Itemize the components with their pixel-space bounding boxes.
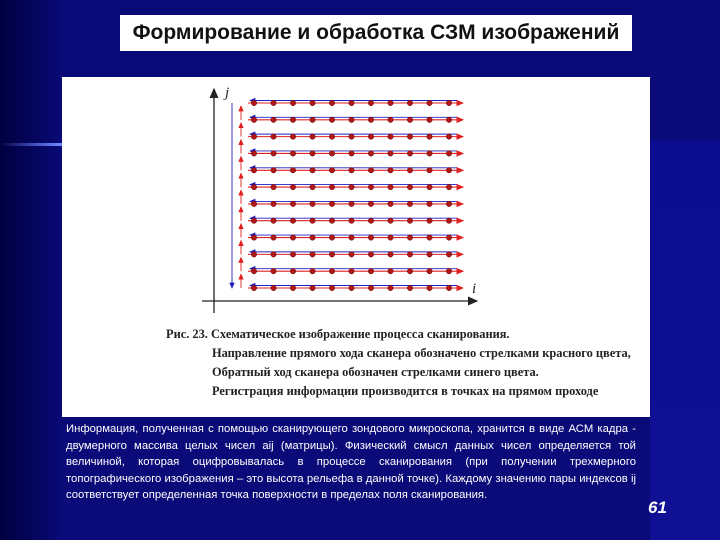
scan-point [407,252,412,257]
scan-point [310,151,315,156]
scan-point [310,285,315,290]
scan-point [368,235,373,240]
scan-point [368,252,373,257]
scan-point [329,218,334,223]
scan-point [446,285,451,290]
scan-point [368,285,373,290]
scan-point [427,252,432,257]
scan-point [349,134,354,139]
scan-point [388,151,393,156]
page-number: 61 [648,498,667,517]
scan-point [310,134,315,139]
scan-point [407,235,412,240]
scan-point [446,184,451,189]
scan-point [271,151,276,156]
scan-point [251,100,256,105]
scan-point [290,285,295,290]
scan-point [310,117,315,122]
scan-point [310,201,315,206]
x-axis-label: i [472,281,477,297]
scan-point [271,218,276,223]
body-paragraph: Информация, полученная с помощью сканирующего зондового микроскопа, хранится в виде АСМ кадра - двумерного массива целых чисел aij (матрицы). Физический смысл данных чисел определяется той величиной, которая оцифровывалась в процессе сканирования (при получении трехмерного топографического изображения – это высота рельефа в данной точке). Каждому значению пары индексов ij соответствует определенная точка поверхности в пределах поля сканирования. [66,423,636,501]
scan-point [271,184,276,189]
y-axis-label: j [225,85,230,101]
scan-point [427,134,432,139]
scan-point [251,285,256,290]
caption-line-3: Обратный ход сканера обозначен стрелками синего цвета. [212,365,539,379]
text-block [62,417,650,527]
scan-point [290,184,295,189]
scan-point [368,168,373,173]
scan-point [388,235,393,240]
figure-panel [62,77,650,417]
scan-point [388,117,393,122]
scan-point [290,252,295,257]
scan-point [310,184,315,189]
scan-point [368,151,373,156]
left-shade [0,0,62,540]
scan-point [388,285,393,290]
scan-point [349,100,354,105]
scan-point [427,117,432,122]
scan-point [251,134,256,139]
scan-point [388,252,393,257]
scan-point [349,201,354,206]
scan-point [427,235,432,240]
scan-point [329,285,334,290]
scan-point [388,218,393,223]
scan-point [290,201,295,206]
scan-point [251,218,256,223]
scan-point [329,201,334,206]
scan-point [251,184,256,189]
scan-point [407,168,412,173]
scan-point [427,184,432,189]
scan-point [349,168,354,173]
scan-point [349,117,354,122]
scan-point [349,218,354,223]
scan-point [349,268,354,273]
title-box [120,15,632,51]
scan-point [251,252,256,257]
scan-point [407,151,412,156]
scan-point [368,117,373,122]
scan-point [329,268,334,273]
scan-point [446,252,451,257]
scan-point [368,184,373,189]
caption-line-4: Регистрация информации производится в точках на прямом проходе [212,384,599,398]
scan-point [329,252,334,257]
scan-point [407,100,412,105]
scan-point [427,151,432,156]
scan-point [388,168,393,173]
scan-point [329,117,334,122]
scan-point [446,218,451,223]
scan-point [329,100,334,105]
scan-point [388,184,393,189]
figure-caption [166,325,646,401]
scan-point [368,218,373,223]
scan-point [271,134,276,139]
scan-point [368,100,373,105]
scan-point [349,252,354,257]
scan-point [368,134,373,139]
scan-point [407,285,412,290]
scan-point [446,168,451,173]
scan-point [290,117,295,122]
scan-point [290,134,295,139]
scan-point [251,168,256,173]
scan-point [329,184,334,189]
slide-title: Формирование и обработка СЗМ изображений [132,21,620,44]
scan-point [329,151,334,156]
scan-point [427,268,432,273]
scan-point [271,285,276,290]
scan-point [446,201,451,206]
scan-point [446,100,451,105]
scan-point [446,235,451,240]
scan-point [290,151,295,156]
scan-point [446,268,451,273]
scan-point [251,117,256,122]
scan-point [290,100,295,105]
scan-point [349,184,354,189]
right-shade [650,140,720,540]
caption-line-1: Рис. 23. Схематическое изображение процесса сканирования. [166,327,510,341]
scan-point [427,218,432,223]
scan-point [407,134,412,139]
scan-point [407,268,412,273]
scan-point [349,285,354,290]
scan-point [271,201,276,206]
scan-point [290,268,295,273]
scan-point [251,268,256,273]
scan-point [271,235,276,240]
scan-point [407,117,412,122]
scan-point [388,201,393,206]
scan-point [310,268,315,273]
scan-point [427,168,432,173]
scan-point [329,168,334,173]
scan-point [271,100,276,105]
caption-line-2: Направление прямого хода сканера обозначено стрелками красного цвета, [212,346,631,360]
scan-point [310,168,315,173]
scan-point [427,201,432,206]
scan-point [310,100,315,105]
scan-point [407,201,412,206]
scan-point [310,218,315,223]
scan-point [310,252,315,257]
scan-point [251,235,256,240]
scan-point [329,235,334,240]
scan-point [368,201,373,206]
scan-point [251,201,256,206]
scan-point [388,100,393,105]
scan-point [388,134,393,139]
scan-point [251,151,256,156]
scan-point [446,134,451,139]
scan-point [446,151,451,156]
scan-point [427,285,432,290]
scan-point [427,100,432,105]
scan-point [329,134,334,139]
scan-point [271,252,276,257]
scan-point [271,117,276,122]
scan-point [349,151,354,156]
scan-point [310,235,315,240]
scan-point [407,184,412,189]
scan-point [290,218,295,223]
scan-point [446,117,451,122]
scan-point [407,218,412,223]
scan-point [271,168,276,173]
scan-point [368,268,373,273]
scan-point [290,168,295,173]
scan-point [349,235,354,240]
scan-point [271,268,276,273]
scan-point [290,235,295,240]
scan-point [388,268,393,273]
scan-lines [232,100,463,290]
